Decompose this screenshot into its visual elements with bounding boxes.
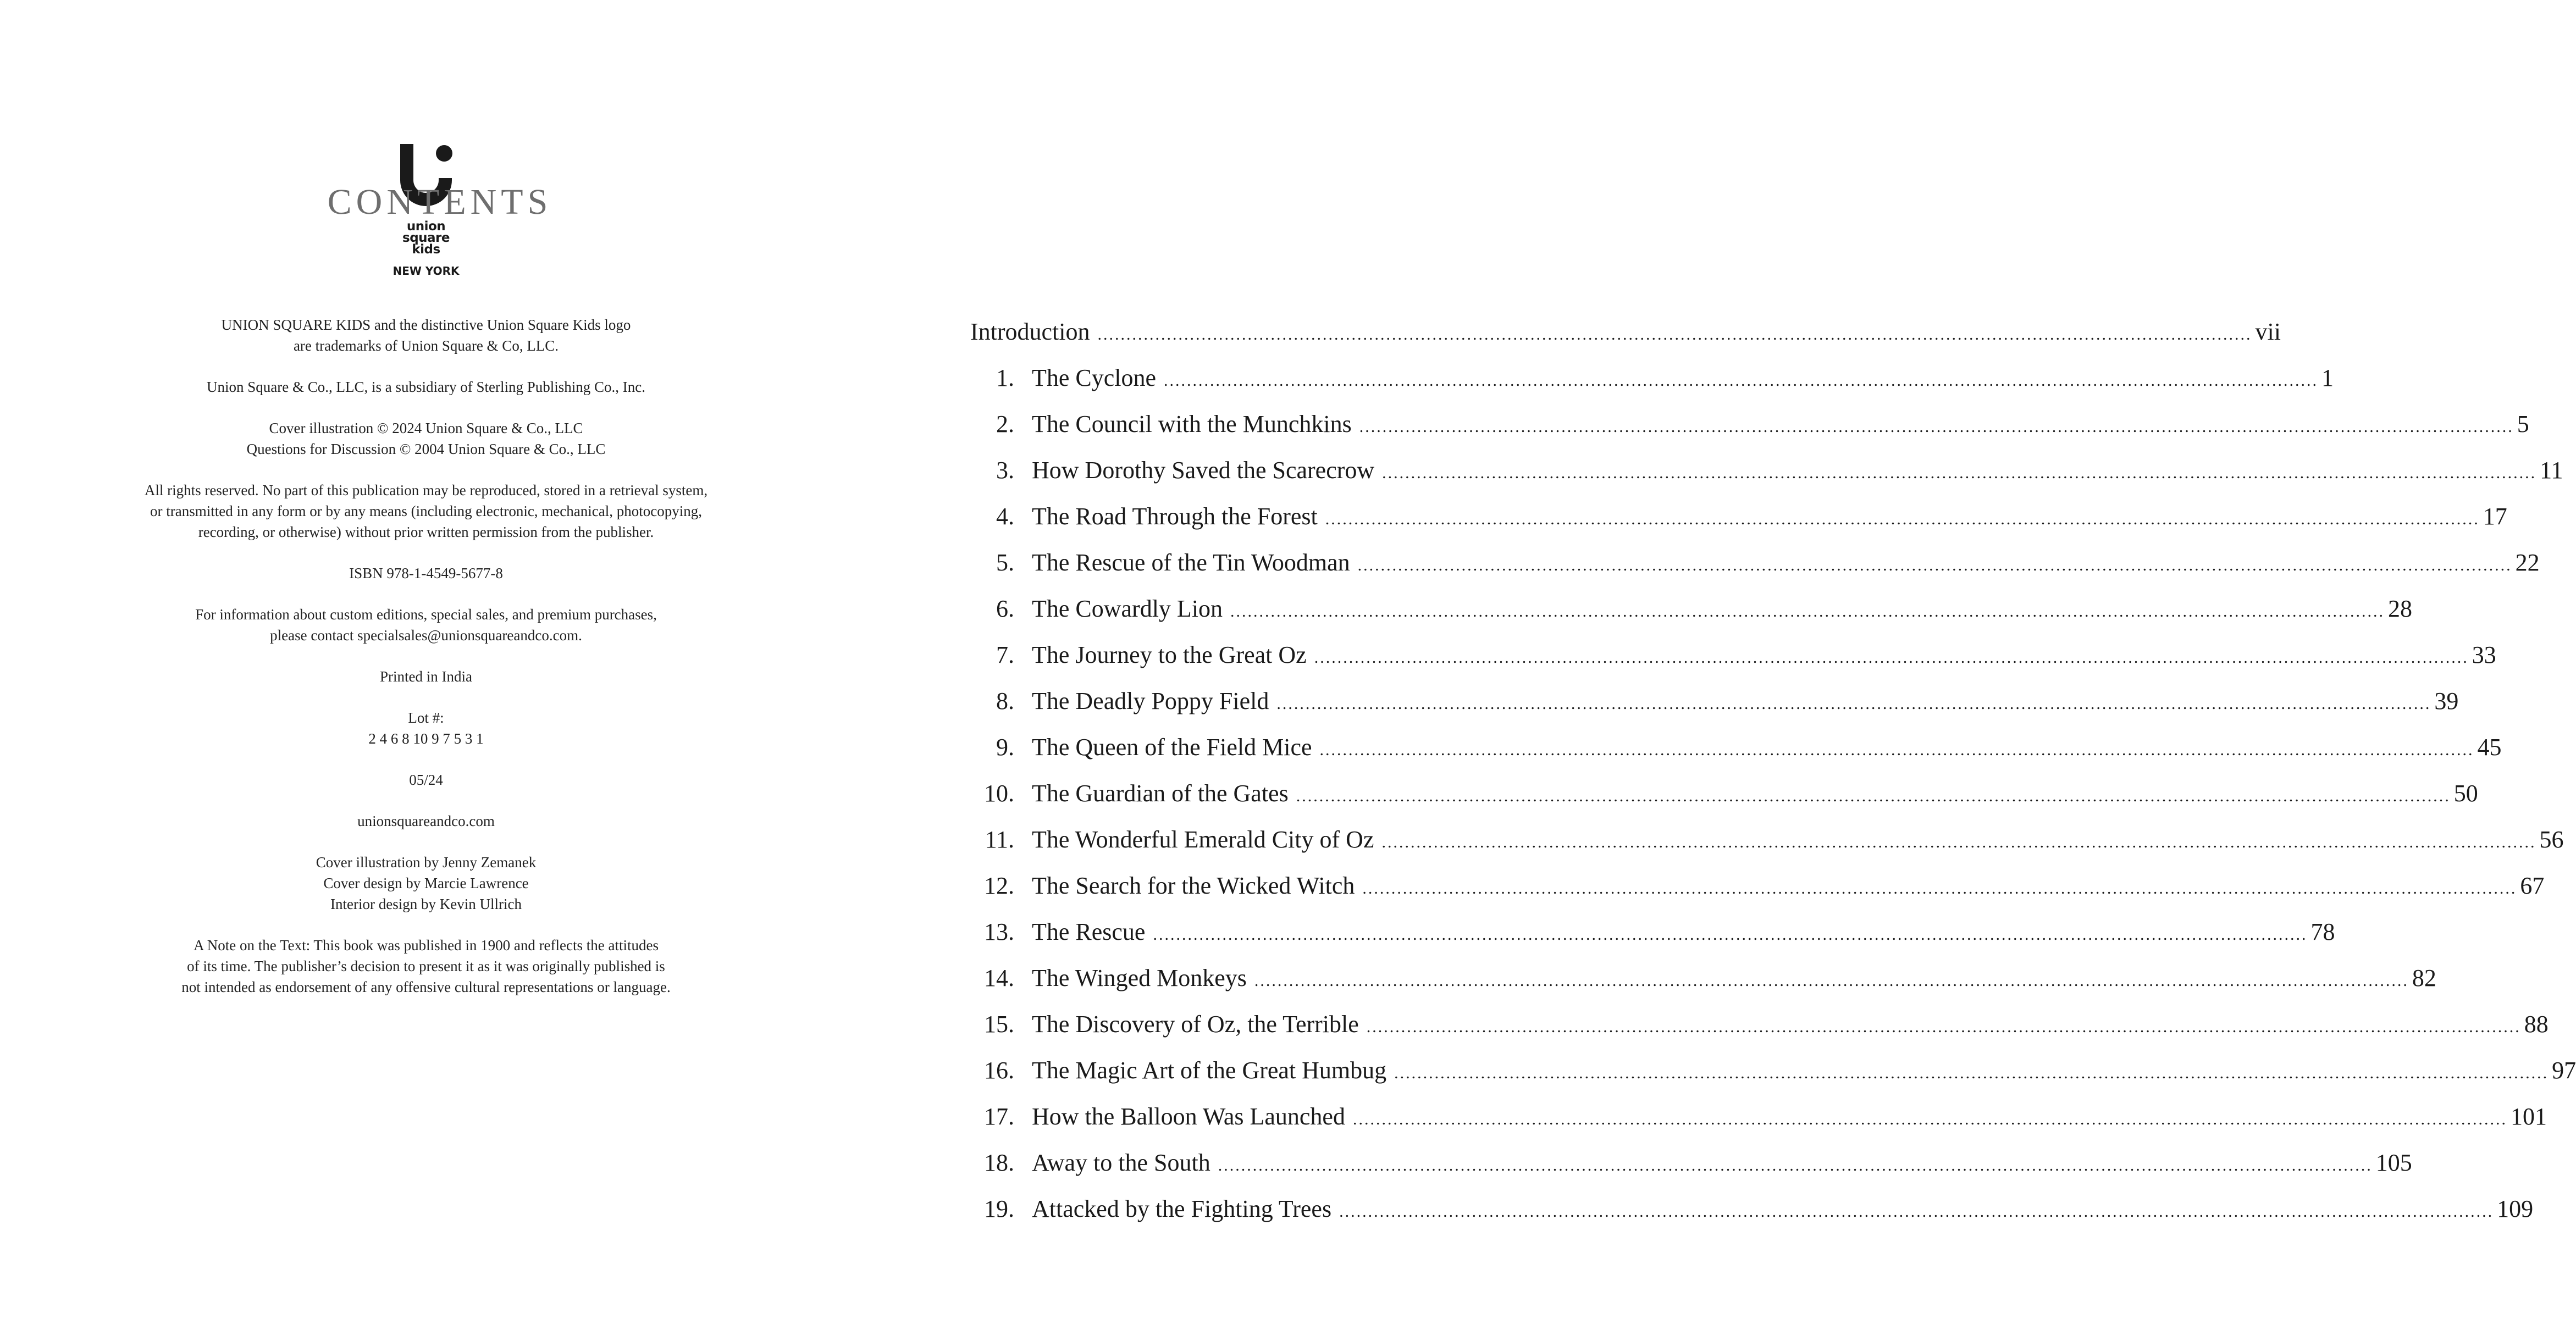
toc-page-number: 97 (2552, 1057, 2576, 1084)
toc-chapter-number: 7. (996, 641, 1014, 668)
toc-chapter-title: The Winged Monkeys (1032, 965, 1247, 991)
toc-chapter-number: 12. (984, 872, 1014, 899)
copyright-paragraph (96, 852, 756, 915)
copyright-paragraph (96, 314, 756, 356)
toc-dot-leader: ........................................................................................................................................................................................................ (1357, 556, 2512, 574)
copyright-line: Questions for Discussion © 2004 Union Square & Co., LLC (246, 441, 606, 457)
toc-page-number: 56 (2539, 826, 2564, 853)
toc-dot-leader: ........................................................................................................................................................................................................ (1276, 695, 2431, 713)
copyright-paragraph (96, 811, 756, 832)
copyright-line: Interior design by Kevin Ullrich (330, 896, 522, 912)
toc-chapter-number: 4. (996, 503, 1014, 530)
toc-dot-leader: ........................................................................................................................................................................................................ (1296, 787, 2451, 805)
toc-chapter-title: The Journey to the Great Oz (1032, 641, 1307, 668)
toc-chapter-number: 11. (985, 826, 1014, 853)
toc-entry[interactable] (970, 825, 2564, 872)
copyright-paragraph (96, 604, 756, 646)
toc-chapter-title: How Dorothy Saved the Scarecrow (1032, 457, 1375, 484)
copyright-line: A Note on the Text: This book was published in 1900 and reflects the attitudes (194, 937, 659, 954)
toc-entry[interactable] (970, 733, 2502, 779)
toc-page-number: 39 (2434, 688, 2459, 714)
toc-page-number: 22 (2515, 549, 2540, 576)
toc-chapter-title: The Council with the Munchkins (1032, 411, 1352, 437)
toc-entry[interactable] (970, 318, 2281, 364)
toc-chapter-title: Introduction (970, 318, 1090, 345)
toc-dot-leader: ........................................................................................................................................................................................................ (1359, 418, 2514, 436)
copyright-paragraph (96, 935, 756, 997)
copyright-line: not intended as endorsement of any offensive cultural representations or language. (181, 979, 671, 995)
toc-entry[interactable] (970, 872, 2545, 918)
toc-page-number: 67 (2520, 872, 2545, 899)
copyright-line: Lot #: (408, 710, 444, 726)
toc-page-number: 11 (2540, 457, 2563, 484)
toc-chapter-title: The Wonderful Emerald City of Oz (1032, 826, 1374, 853)
toc-dot-leader: ........................................................................................................................................................................................................ (1319, 741, 2474, 759)
toc-chapter-number: 17. (984, 1103, 1014, 1130)
toc-chapter-title: The Rescue (1032, 918, 1146, 945)
toc-chapter-title: The Road Through the Forest (1032, 503, 1318, 530)
copyright-line: Printed in India (380, 668, 472, 685)
table-of-contents (970, 318, 2576, 1241)
toc-entry[interactable] (970, 918, 2335, 964)
toc-chapter-number: 3. (996, 457, 1014, 484)
logo-line: kids (412, 242, 440, 257)
toc-chapter-title: The Guardian of the Gates (1032, 780, 1289, 807)
copyright-text (96, 314, 756, 1018)
logo-line: square (402, 231, 450, 245)
copyright-line: are trademarks of Union Square & Co, LLC. (293, 337, 559, 354)
copyright-line: Union Square & Co., LLC, is a subsidiary of Sterling Publishing Co., Inc. (207, 379, 645, 395)
toc-page-number: 17 (2483, 503, 2507, 530)
toc-page-number: 5 (2517, 411, 2529, 437)
toc-entry[interactable] (970, 502, 2507, 548)
toc-page-number: 109 (2497, 1195, 2534, 1222)
toc-chapter-number: 1. (996, 364, 1014, 391)
toc-chapter-title: How the Balloon Was Launched (1032, 1103, 1345, 1130)
toc-chapter-title: The Cyclone (1032, 364, 1157, 391)
toc-dot-leader: ........................................................................................................................................................................................................ (1325, 510, 2480, 528)
toc-entry[interactable] (970, 641, 2496, 687)
toc-page-number: 45 (2477, 734, 2502, 761)
toc-chapter-title: The Magic Art of the Great Humbug (1032, 1057, 1387, 1084)
logo-wordmark (379, 221, 473, 256)
toc-dot-leader: ........................................................................................................................................................................................................ (1153, 925, 2308, 944)
toc-entry[interactable] (970, 779, 2478, 825)
toc-dot-leader: ........................................................................................................................................................................................................ (1394, 1064, 2549, 1082)
copyright-paragraph (96, 376, 756, 397)
toc-dot-leader: ........................................................................................................................................................................................................ (1254, 972, 2409, 990)
copyright-paragraph (96, 480, 756, 542)
toc-entry[interactable] (970, 687, 2459, 733)
toc-chapter-number: 15. (984, 1011, 1014, 1038)
toc-entry[interactable] (970, 964, 2436, 1010)
toc-dot-leader: ........................................................................................................................................................................................................ (1314, 649, 2469, 667)
copyright-paragraph (96, 563, 756, 584)
toc-entry[interactable] (970, 595, 2413, 641)
copyright-line: UNION SQUARE KIDS and the distinctive Union Square Kids logo (221, 317, 631, 333)
toc-page-number: 105 (2375, 1149, 2412, 1176)
toc-entry[interactable] (970, 1195, 2534, 1241)
toc-entry[interactable] (970, 1010, 2549, 1056)
logo-line: union (406, 219, 446, 234)
toc-chapter-number: 13. (984, 918, 1014, 945)
toc-chapter-number: 2. (996, 411, 1014, 437)
toc-entry[interactable] (970, 1149, 2412, 1195)
toc-page-number: 88 (2524, 1011, 2549, 1038)
toc-page-number: 82 (2412, 965, 2436, 991)
toc-page-number: 78 (2310, 918, 2335, 945)
toc-chapter-number: 19. (984, 1195, 1014, 1222)
toc-dot-leader: ........................................................................................................................................................................................................ (1362, 879, 2517, 897)
copyright-line: For information about custom editions, special sales, and premium purchases, (195, 606, 657, 623)
copyright-line: ISBN 978-1-4549-5677-8 (349, 565, 503, 581)
toc-chapter-title: Away to the South (1032, 1149, 1210, 1176)
toc-chapter-number: 14. (984, 965, 1014, 991)
toc-chapter-number: 18. (984, 1149, 1014, 1176)
toc-page-number: 101 (2510, 1103, 2547, 1130)
page-title: CONTENTS (327, 182, 552, 222)
toc-page-number: vii (2255, 318, 2281, 345)
copyright-line: All rights reserved. No part of this publication may be reproduced, stored in a retrieval system, (144, 482, 708, 498)
toc-entry[interactable] (970, 456, 2563, 502)
toc-chapter-title: The Search for the Wicked Witch (1032, 872, 1355, 899)
toc-dot-leader: ........................................................................................................................................................................................................ (1218, 1156, 2373, 1174)
copyright-line: or transmitted in any form or by any means (including electronic, mechanical, photocopying, (150, 503, 702, 519)
copyright-line: Cover illustration © 2024 Union Square & Co., LLC (269, 420, 583, 436)
copyright-paragraph (96, 707, 756, 749)
toc-chapter-title: The Discovery of Oz, the Terrible (1032, 1011, 1359, 1038)
toc-dot-leader: ........................................................................................................................................................................................................ (1381, 833, 2536, 851)
toc-dot-leader: ........................................................................................................................................................................................................ (1097, 325, 2252, 343)
toc-page-number: 28 (2388, 595, 2413, 622)
copyright-paragraph (96, 418, 756, 459)
toc-chapter-number: 10. (984, 780, 1014, 807)
toc-entry[interactable] (970, 1102, 2547, 1149)
copyright-line: 2 4 6 8 10 9 7 5 3 1 (368, 730, 484, 747)
toc-chapter-title: The Rescue of the Tin Woodman (1032, 549, 1350, 576)
toc-chapter-number: 9. (996, 734, 1014, 761)
toc-entry[interactable] (970, 364, 2334, 410)
toc-chapter-title: The Deadly Poppy Field (1032, 688, 1269, 714)
copyright-line: unionsquareandco.com (357, 813, 495, 829)
toc-chapter-title: Attacked by the Fighting Trees (1032, 1195, 1332, 1222)
toc-entry[interactable] (970, 548, 2540, 595)
toc-page-number: 33 (2472, 641, 2496, 668)
toc-page-number: 1 (2321, 364, 2334, 391)
toc-chapter-number: 8. (996, 688, 1014, 714)
copyright-line: 05/24 (409, 772, 443, 788)
toc-dot-leader: ........................................................................................................................................................................................................ (1164, 372, 2319, 390)
copyright-line: please contact specialsales@unionsquareandco.com. (270, 627, 582, 644)
copyright-paragraph (96, 666, 756, 687)
toc-chapter-number: 6. (996, 595, 1014, 622)
toc-page-number: 50 (2453, 780, 2478, 807)
toc-dot-leader: ........................................................................................................................................................................................................ (1352, 1110, 2507, 1128)
logo-city: NEW YORK (393, 264, 460, 278)
copyright-line: of its time. The publisher’s decision to present it as it was originally published is (187, 958, 665, 974)
toc-chapter-title: The Queen of the Field Mice (1032, 734, 1312, 761)
toc-dot-leader: ........................................................................................................................................................................................................ (1382, 464, 2537, 482)
copyright-line: Cover illustration by Jenny Zemanek (316, 854, 537, 871)
toc-dot-leader: ........................................................................................................................................................................................................ (1230, 602, 2385, 620)
copyright-line: recording, or otherwise) without prior written permission from the publisher. (198, 524, 654, 540)
toc-entry[interactable] (970, 410, 2529, 456)
copyright-line: Cover design by Marcie Lawrence (323, 875, 529, 891)
toc-entry[interactable] (970, 1056, 2576, 1102)
toc-chapter-number: 16. (984, 1057, 1014, 1084)
toc-chapter-title: The Cowardly Lion (1032, 595, 1223, 622)
toc-chapter-number: 5. (996, 549, 1014, 576)
toc-dot-leader: ........................................................................................................................................................................................................ (1366, 1018, 2521, 1036)
copyright-paragraph (96, 769, 756, 790)
toc-dot-leader: ........................................................................................................................................................................................................ (1339, 1202, 2494, 1221)
